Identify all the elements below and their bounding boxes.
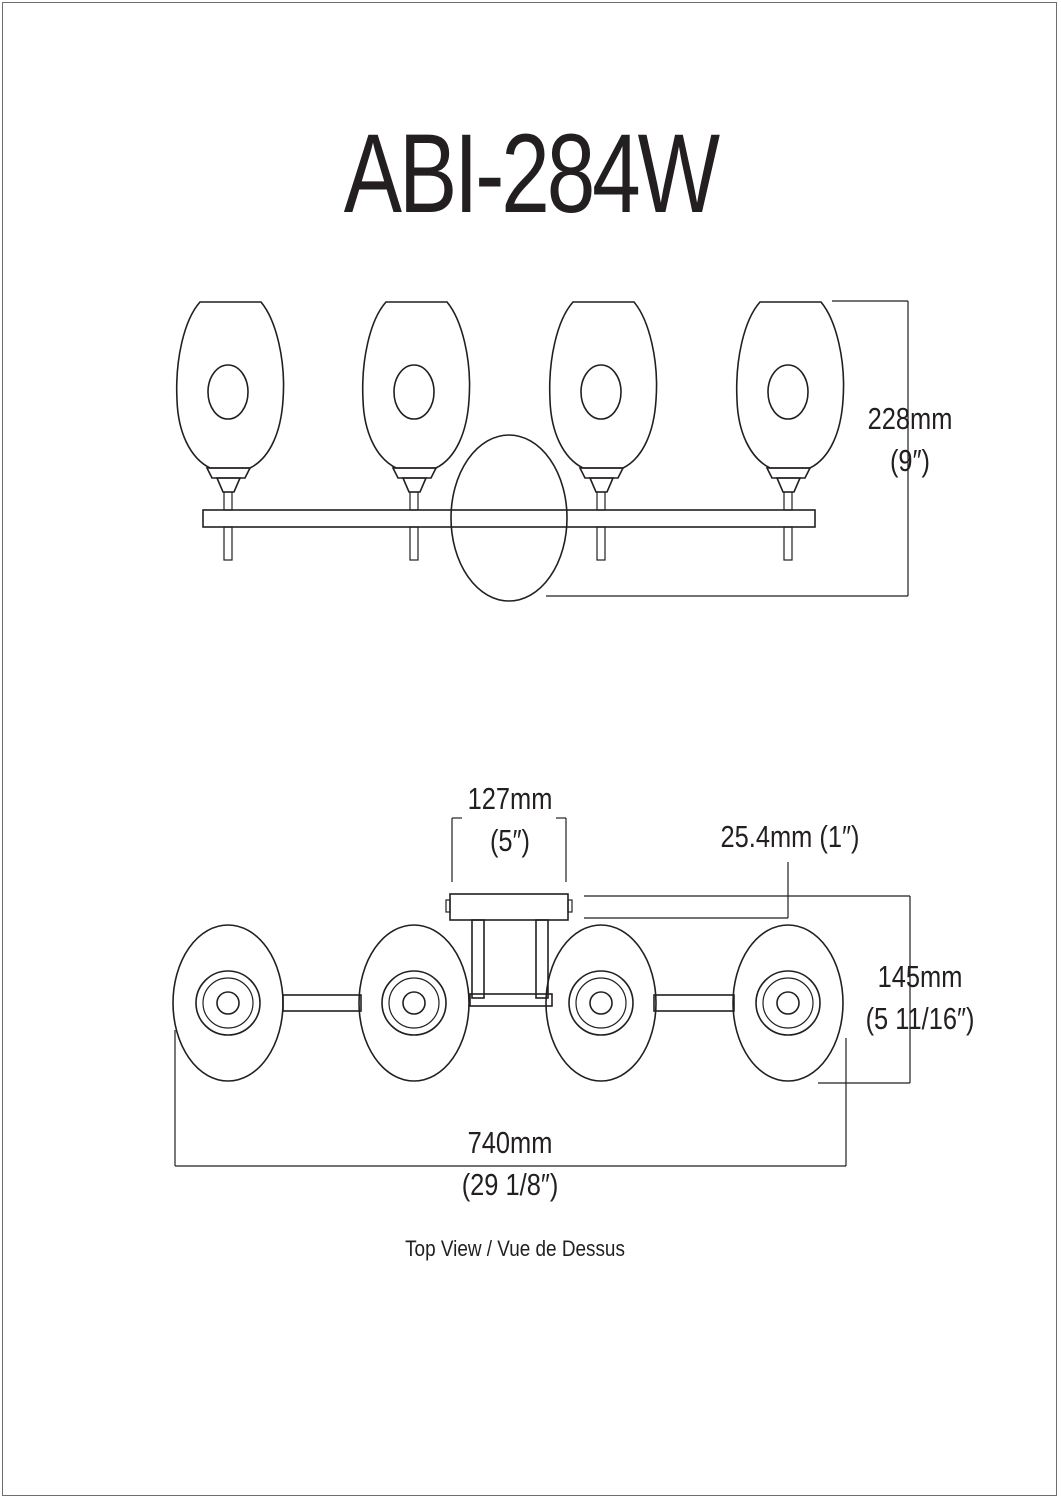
- top-depth-label: [863, 956, 978, 1040]
- top-view: [173, 818, 910, 1166]
- front-cross-bar: [203, 510, 815, 527]
- top-shade-3: [546, 925, 656, 1081]
- front-shade-2: [363, 302, 470, 560]
- front-height-in: (9″): [889, 442, 931, 478]
- front-shade-1: [177, 302, 284, 560]
- top-backplate: [450, 894, 568, 920]
- top-width-in: (29 1/8″): [461, 1166, 559, 1202]
- top-arm-1: [283, 995, 361, 1011]
- front-height-label: [861, 398, 959, 482]
- front-height-dimension: [546, 301, 908, 596]
- top-width-label: [453, 1122, 568, 1206]
- top-width-mm: 740mm: [467, 1125, 553, 1160]
- front-shade-3: [550, 302, 657, 560]
- top-shade-4: [733, 925, 843, 1081]
- top-backplate-width-label: [453, 778, 568, 862]
- model-title: ABI-284W: [343, 111, 717, 236]
- top-backplate-depth: 25.4mm (1″): [720, 819, 860, 854]
- top-shade-1: [173, 925, 283, 1081]
- top-arm-3: [654, 995, 734, 1011]
- top-stem-right: [536, 920, 548, 998]
- top-depth-in: (5 11/16″): [865, 1000, 975, 1036]
- front-wall-plate: [451, 435, 567, 601]
- front-height-mm: 228mm: [867, 401, 953, 436]
- top-stem-left: [472, 920, 484, 998]
- top-backplate-depth-label: [716, 816, 864, 858]
- top-view-caption: Top View / Vue de Dessus: [405, 1236, 625, 1261]
- top-center-bar: [470, 994, 552, 1006]
- top-depth-mm: 145mm: [877, 959, 963, 994]
- top-shade-2: [359, 925, 469, 1081]
- front-view: [177, 301, 908, 601]
- top-backplate-width-mm: 127mm: [467, 781, 553, 816]
- top-backplate-depth-dimension: [584, 862, 788, 918]
- top-backplate-width-in: (5″): [489, 822, 531, 858]
- front-shade-4: [737, 302, 844, 560]
